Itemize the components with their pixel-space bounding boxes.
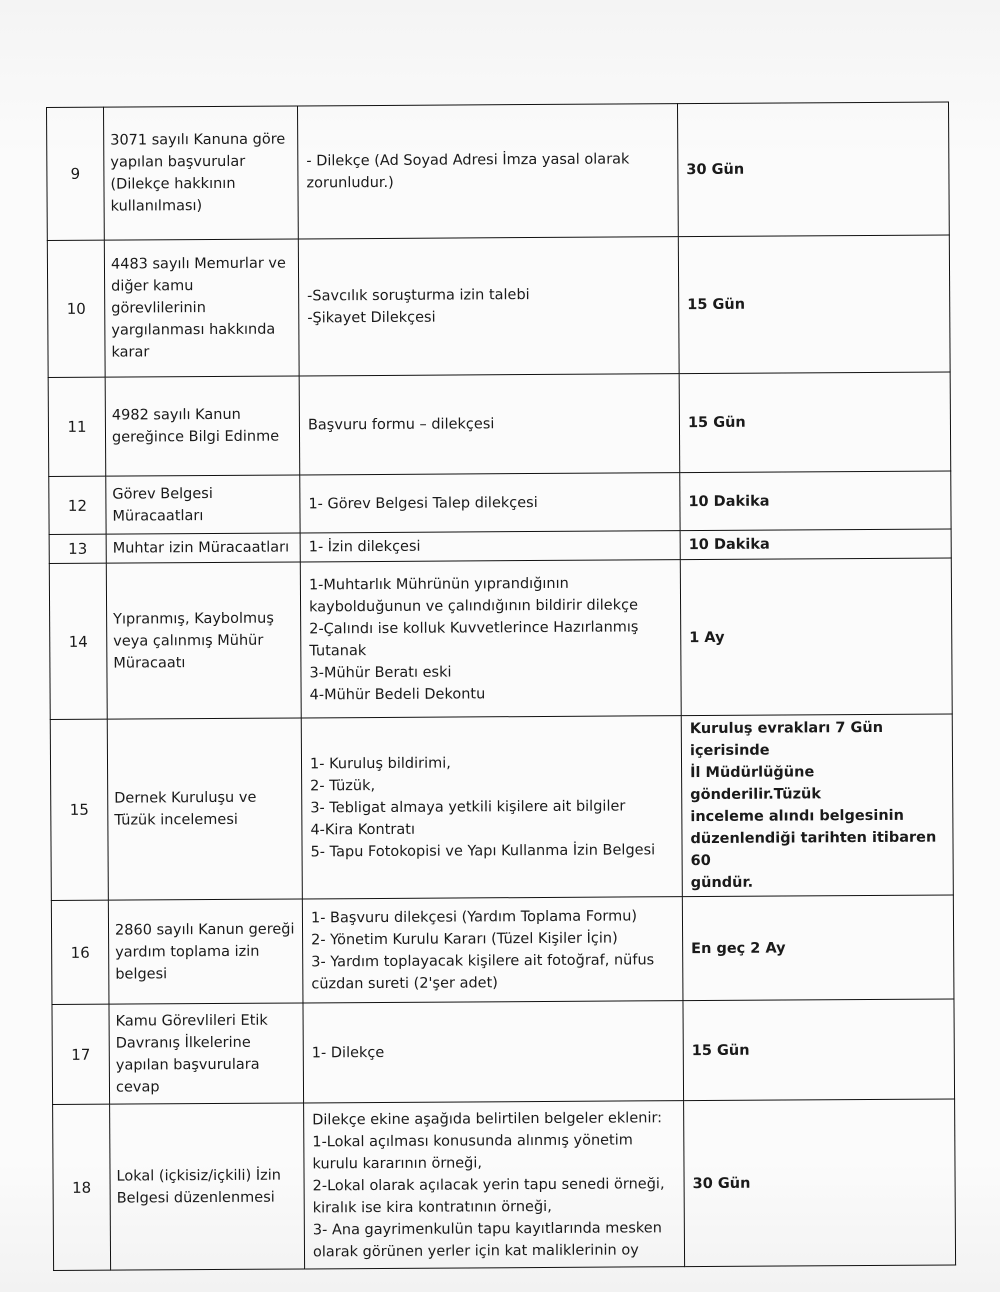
completion-time: 10 Dakika [680, 471, 951, 531]
service-name: 4982 sayılı Kanun gereğince Bilgi Edinme [105, 376, 300, 476]
table-row [48, 372, 951, 477]
service-name: Muhtar izin Müracaatları [106, 533, 300, 563]
completion-time: 15 Gün [683, 999, 955, 1101]
table-row [47, 235, 950, 378]
row-number: 10 [47, 240, 105, 377]
required-documents: Dilekçe ekine aşağıda belirtilen belgeler eklenir: 1-Lokal açılması konusunda alınmış yönetim kurulu kararının örneği, 2-Lokal olarak açılacak yerin tapu senedi örneği, kiralık ise kira kontratının örneği, 3- Ana gayrimenkulün tapu kayıtlarında mesken olarak görünen yerler için kat maliklerinin oy [304, 1101, 685, 1269]
completion-time: En geç 2 Ay [682, 895, 954, 1001]
required-documents: - Dilekçe (Ad Soyad Adresi İmza yasal olarak zorunludur.) [297, 104, 678, 239]
row-number: 14 [49, 563, 107, 719]
table-row [47, 102, 950, 241]
table-row [49, 471, 951, 535]
required-documents: -Savcılık soruşturma izin talebi -Şikayet Dilekçesi [298, 237, 679, 376]
completion-time: Kuruluş evrakları 7 Gün içerisinde İl Müdürlüğüne gönderilir.Tüzük inceleme alındı belgesinin düzenlendiği tarihten itibaren 60 gündür. [681, 714, 953, 897]
table-row [50, 714, 953, 901]
required-documents: 1- Görev Belgesi Talep dilekçesi [300, 473, 680, 533]
service-name: Dernek Kuruluşu ve Tüzük incelemesi [107, 718, 302, 900]
required-documents: 1- Kuruluş bildirimi, 2- Tüzük, 3- Tebligat almaya yetkili kişilere ait bilgiler 4-Kira Kontratı 5- Tapu Fotokopisi ve Yapı Kullanma İzin Belgesi [301, 716, 682, 899]
service-name: Lokal (içkisiz/içkili) İzin Belgesi düzenlenmesi [110, 1103, 305, 1270]
completion-time: 15 Gün [679, 372, 951, 473]
table-row [52, 999, 955, 1105]
table-row [53, 1099, 956, 1271]
completion-time: 10 Dakika [680, 529, 951, 560]
row-number: 16 [51, 900, 109, 1004]
row-number: 18 [53, 1104, 111, 1270]
service-name: Yıpranmış, Kaybolmuş veya çalınmış Mühür Müracaatı [106, 562, 301, 719]
completion-time: 30 Gün [677, 102, 949, 237]
service-name: 2860 sayılı Kanun gereği yardım toplama izin belgesi [108, 899, 303, 1004]
service-name: Görev Belgesi Müracaatları [106, 475, 300, 534]
required-documents: 1- Dilekçe [303, 1001, 684, 1103]
completion-time: 15 Gün [678, 235, 950, 374]
required-documents: 1- İzin dilekçesi [300, 531, 680, 562]
table-row [49, 558, 952, 720]
service-name: 4483 sayılı Memurlar ve diğer kamu görevlilerinin yargılanması hakkında karar [104, 239, 299, 377]
row-number: 9 [47, 107, 105, 240]
required-documents: 1-Muhtarlık Mührünün yıprandığının kaybolduğunun ve çalındığının bildirir dilekçe 2-Çalındı ise kolluk Kuvvetlerince Hazırlanmış Tutanak 3-Mühür Beratı eski 4-Mühür Bedeli Dekontu [300, 560, 681, 718]
completion-time: 30 Gün [684, 1099, 956, 1267]
row-number: 13 [49, 534, 106, 563]
row-number: 11 [48, 377, 106, 476]
service-name: Kamu Görevlileri Etik Davranış İlkelerine yapılan başvurulara cevap [109, 1003, 304, 1104]
required-documents: 1- Başvuru dilekçesi (Yardım Toplama Formu) 2- Yönetim Kurulu Kararı (Tüzel Kişiler İçin) 3- Yardım toplayacak kişilere ait fotoğraf, nüfus cüzdan sureti (2'şer adet) [302, 897, 683, 1003]
row-number: 12 [49, 476, 106, 534]
required-documents: Başvuru formu – dilekçesi [299, 374, 680, 475]
service-standards-table [46, 101, 956, 1270]
table-row [51, 895, 954, 1005]
completion-time: 1 Ay [680, 558, 952, 716]
row-number: 15 [50, 719, 108, 900]
service-name: 3071 sayılı Kanuna göre yapılan başvurular (Dilekçe hakkının kullanılması) [104, 106, 299, 240]
row-number: 17 [52, 1004, 110, 1104]
